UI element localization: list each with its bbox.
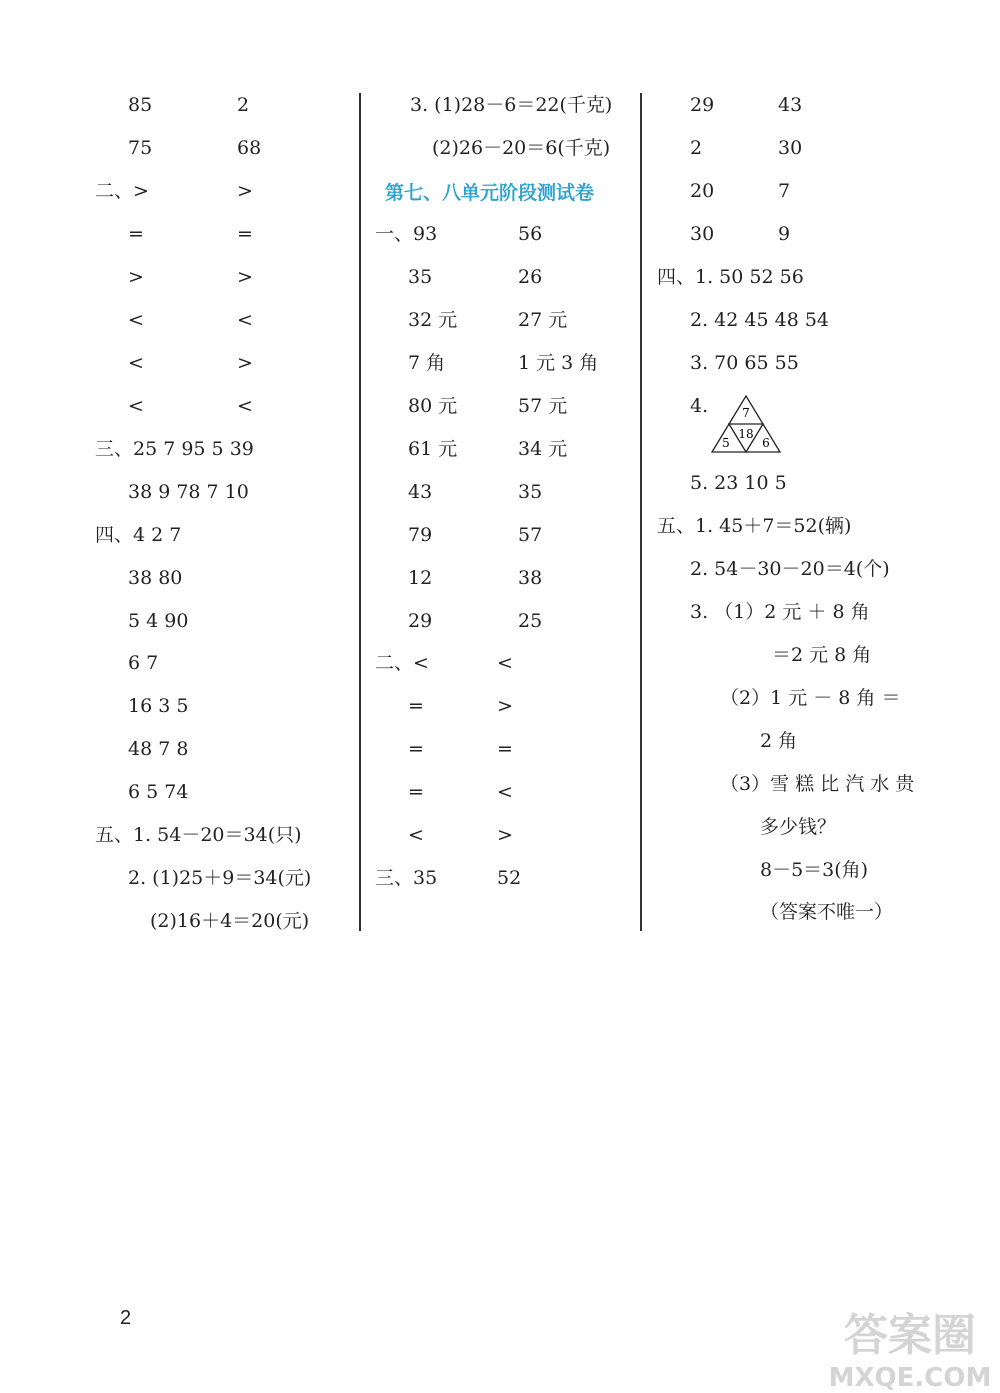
answer-line: > bbox=[497, 824, 513, 846]
answer-line: 38 9 78 7 10 bbox=[128, 481, 249, 503]
answer-line: 7 角 bbox=[408, 352, 446, 374]
answer-line: 38 80 bbox=[128, 567, 183, 589]
answer-line: 25 bbox=[518, 610, 543, 632]
answer-line: （3）雪 糕 比 汽 水 贵 bbox=[720, 773, 915, 795]
answer-line: < bbox=[237, 309, 253, 331]
answer-line: > bbox=[237, 180, 253, 202]
answer-line: < bbox=[128, 309, 144, 331]
answer-line: 32 元 bbox=[408, 309, 458, 331]
answer-line: 4. bbox=[690, 395, 709, 417]
watermark-title: 答案圈 bbox=[844, 1310, 976, 1361]
answer-line: 48 7 8 bbox=[128, 738, 189, 760]
answer-line: 43 bbox=[408, 481, 433, 503]
answer-line: 2 bbox=[690, 137, 703, 159]
answer-line: 27 元 bbox=[518, 309, 568, 331]
triangle-top-number: 7 bbox=[742, 406, 750, 420]
answer-line: 12 bbox=[408, 567, 433, 589]
answer-line: 7 bbox=[778, 180, 791, 202]
triangle-left-number: 5 bbox=[722, 436, 730, 450]
answer-line: 30 bbox=[778, 137, 803, 159]
answer-line: = bbox=[408, 695, 424, 717]
answer-line: 57 bbox=[518, 524, 543, 546]
answer-line: = bbox=[128, 223, 144, 245]
answer-line: > bbox=[237, 266, 253, 288]
answer-line: 3. （1）2 元 ＋ 8 角 bbox=[690, 601, 870, 623]
column-divider-left bbox=[359, 93, 361, 931]
answer-line: > bbox=[497, 695, 513, 717]
answer-line: 35 bbox=[408, 266, 433, 288]
answer-line: 30 bbox=[690, 223, 715, 245]
answer-line: 3. (1)28－6＝22(千克) bbox=[410, 94, 613, 116]
answer-line: 9 bbox=[778, 223, 791, 245]
answer-line: 二、< bbox=[375, 652, 429, 674]
answer-line: 52 bbox=[497, 867, 522, 889]
number-triangle-figure bbox=[710, 394, 782, 454]
answer-line: (2)26－20＝6(千克) bbox=[432, 137, 611, 159]
answer-line: （2）1 元 － 8 角 ＝ bbox=[720, 687, 901, 709]
answer-line: 五、1. 45＋7＝52(辆) bbox=[657, 515, 852, 537]
answer-line: 多少钱？ bbox=[760, 816, 837, 838]
watermark-url: MXQE.COM bbox=[828, 1363, 992, 1393]
answer-line: 61 元 bbox=[408, 438, 458, 460]
answer-line: 6 5 74 bbox=[128, 781, 189, 803]
answer-line: 43 bbox=[778, 94, 803, 116]
answer-line: 1 元 3 角 bbox=[518, 352, 599, 374]
answer-line: 2 bbox=[237, 94, 250, 116]
answer-line: 6 7 bbox=[128, 652, 159, 674]
answer-line: 2. (1)25＋9＝34(元) bbox=[128, 867, 312, 889]
answer-line: = bbox=[408, 738, 424, 760]
answer-line: > bbox=[237, 352, 253, 374]
triangle-center-number: 18 bbox=[738, 427, 754, 441]
watermark-logo bbox=[820, 1300, 1000, 1393]
answer-line: 16 3 5 bbox=[128, 695, 189, 717]
answer-line: 68 bbox=[237, 137, 262, 159]
answer-line: 85 bbox=[128, 94, 153, 116]
answer-line: > bbox=[128, 266, 144, 288]
answer-line: 80 元 bbox=[408, 395, 458, 417]
answer-line: 20 bbox=[690, 180, 715, 202]
section-heading: 第七、八单元阶段测试卷 bbox=[385, 182, 595, 204]
answer-line: 3. 70 65 55 bbox=[690, 352, 799, 374]
answer-line: 三、35 bbox=[375, 867, 438, 889]
answer-line: = bbox=[237, 223, 253, 245]
answer-line: 38 bbox=[518, 567, 543, 589]
answer-line: 五、1. 54－20＝34(只) bbox=[95, 824, 302, 846]
answer-line: 2 角 bbox=[760, 730, 798, 752]
answer-line: 2. 54－30－20＝4(个) bbox=[690, 558, 890, 580]
answer-line: < bbox=[408, 824, 424, 846]
answer-line: 2. 42 45 48 54 bbox=[690, 309, 829, 331]
answer-line: ＝2 元 8 角 bbox=[772, 644, 872, 666]
answer-line: 5 4 90 bbox=[128, 610, 189, 632]
answer-line: = bbox=[497, 738, 513, 760]
page-number: 2 bbox=[120, 1307, 132, 1329]
triangle-right-number: 6 bbox=[762, 436, 770, 450]
answer-line: 79 bbox=[408, 524, 433, 546]
answer-line: = bbox=[408, 781, 424, 803]
answer-line: 29 bbox=[690, 94, 715, 116]
answer-line: 56 bbox=[518, 223, 543, 245]
answer-line: < bbox=[237, 395, 253, 417]
answer-line: 四、1. 50 52 56 bbox=[657, 266, 804, 288]
answer-line: (2)16＋4＝20(元) bbox=[150, 910, 310, 932]
answer-line: 5. 23 10 5 bbox=[690, 472, 787, 494]
answer-line: 三、25 7 95 5 39 bbox=[95, 438, 254, 460]
answer-line: 34 元 bbox=[518, 438, 568, 460]
answer-line: 二、> bbox=[95, 180, 149, 202]
answer-line: （答案不唯一） bbox=[760, 901, 894, 923]
answer-line: < bbox=[497, 781, 513, 803]
answer-line: < bbox=[128, 395, 144, 417]
answer-line: 一、93 bbox=[375, 223, 438, 245]
answer-line: 75 bbox=[128, 137, 153, 159]
answer-line: 26 bbox=[518, 266, 543, 288]
answer-line: 8－5＝3(角) bbox=[760, 859, 869, 881]
answer-line: < bbox=[497, 652, 513, 674]
answer-line: 29 bbox=[408, 610, 433, 632]
answer-line: < bbox=[128, 352, 144, 374]
answer-line: 35 bbox=[518, 481, 543, 503]
answer-line: 57 元 bbox=[518, 395, 568, 417]
answer-line: 四、4 2 7 bbox=[95, 524, 182, 546]
column-divider-right bbox=[640, 93, 642, 931]
